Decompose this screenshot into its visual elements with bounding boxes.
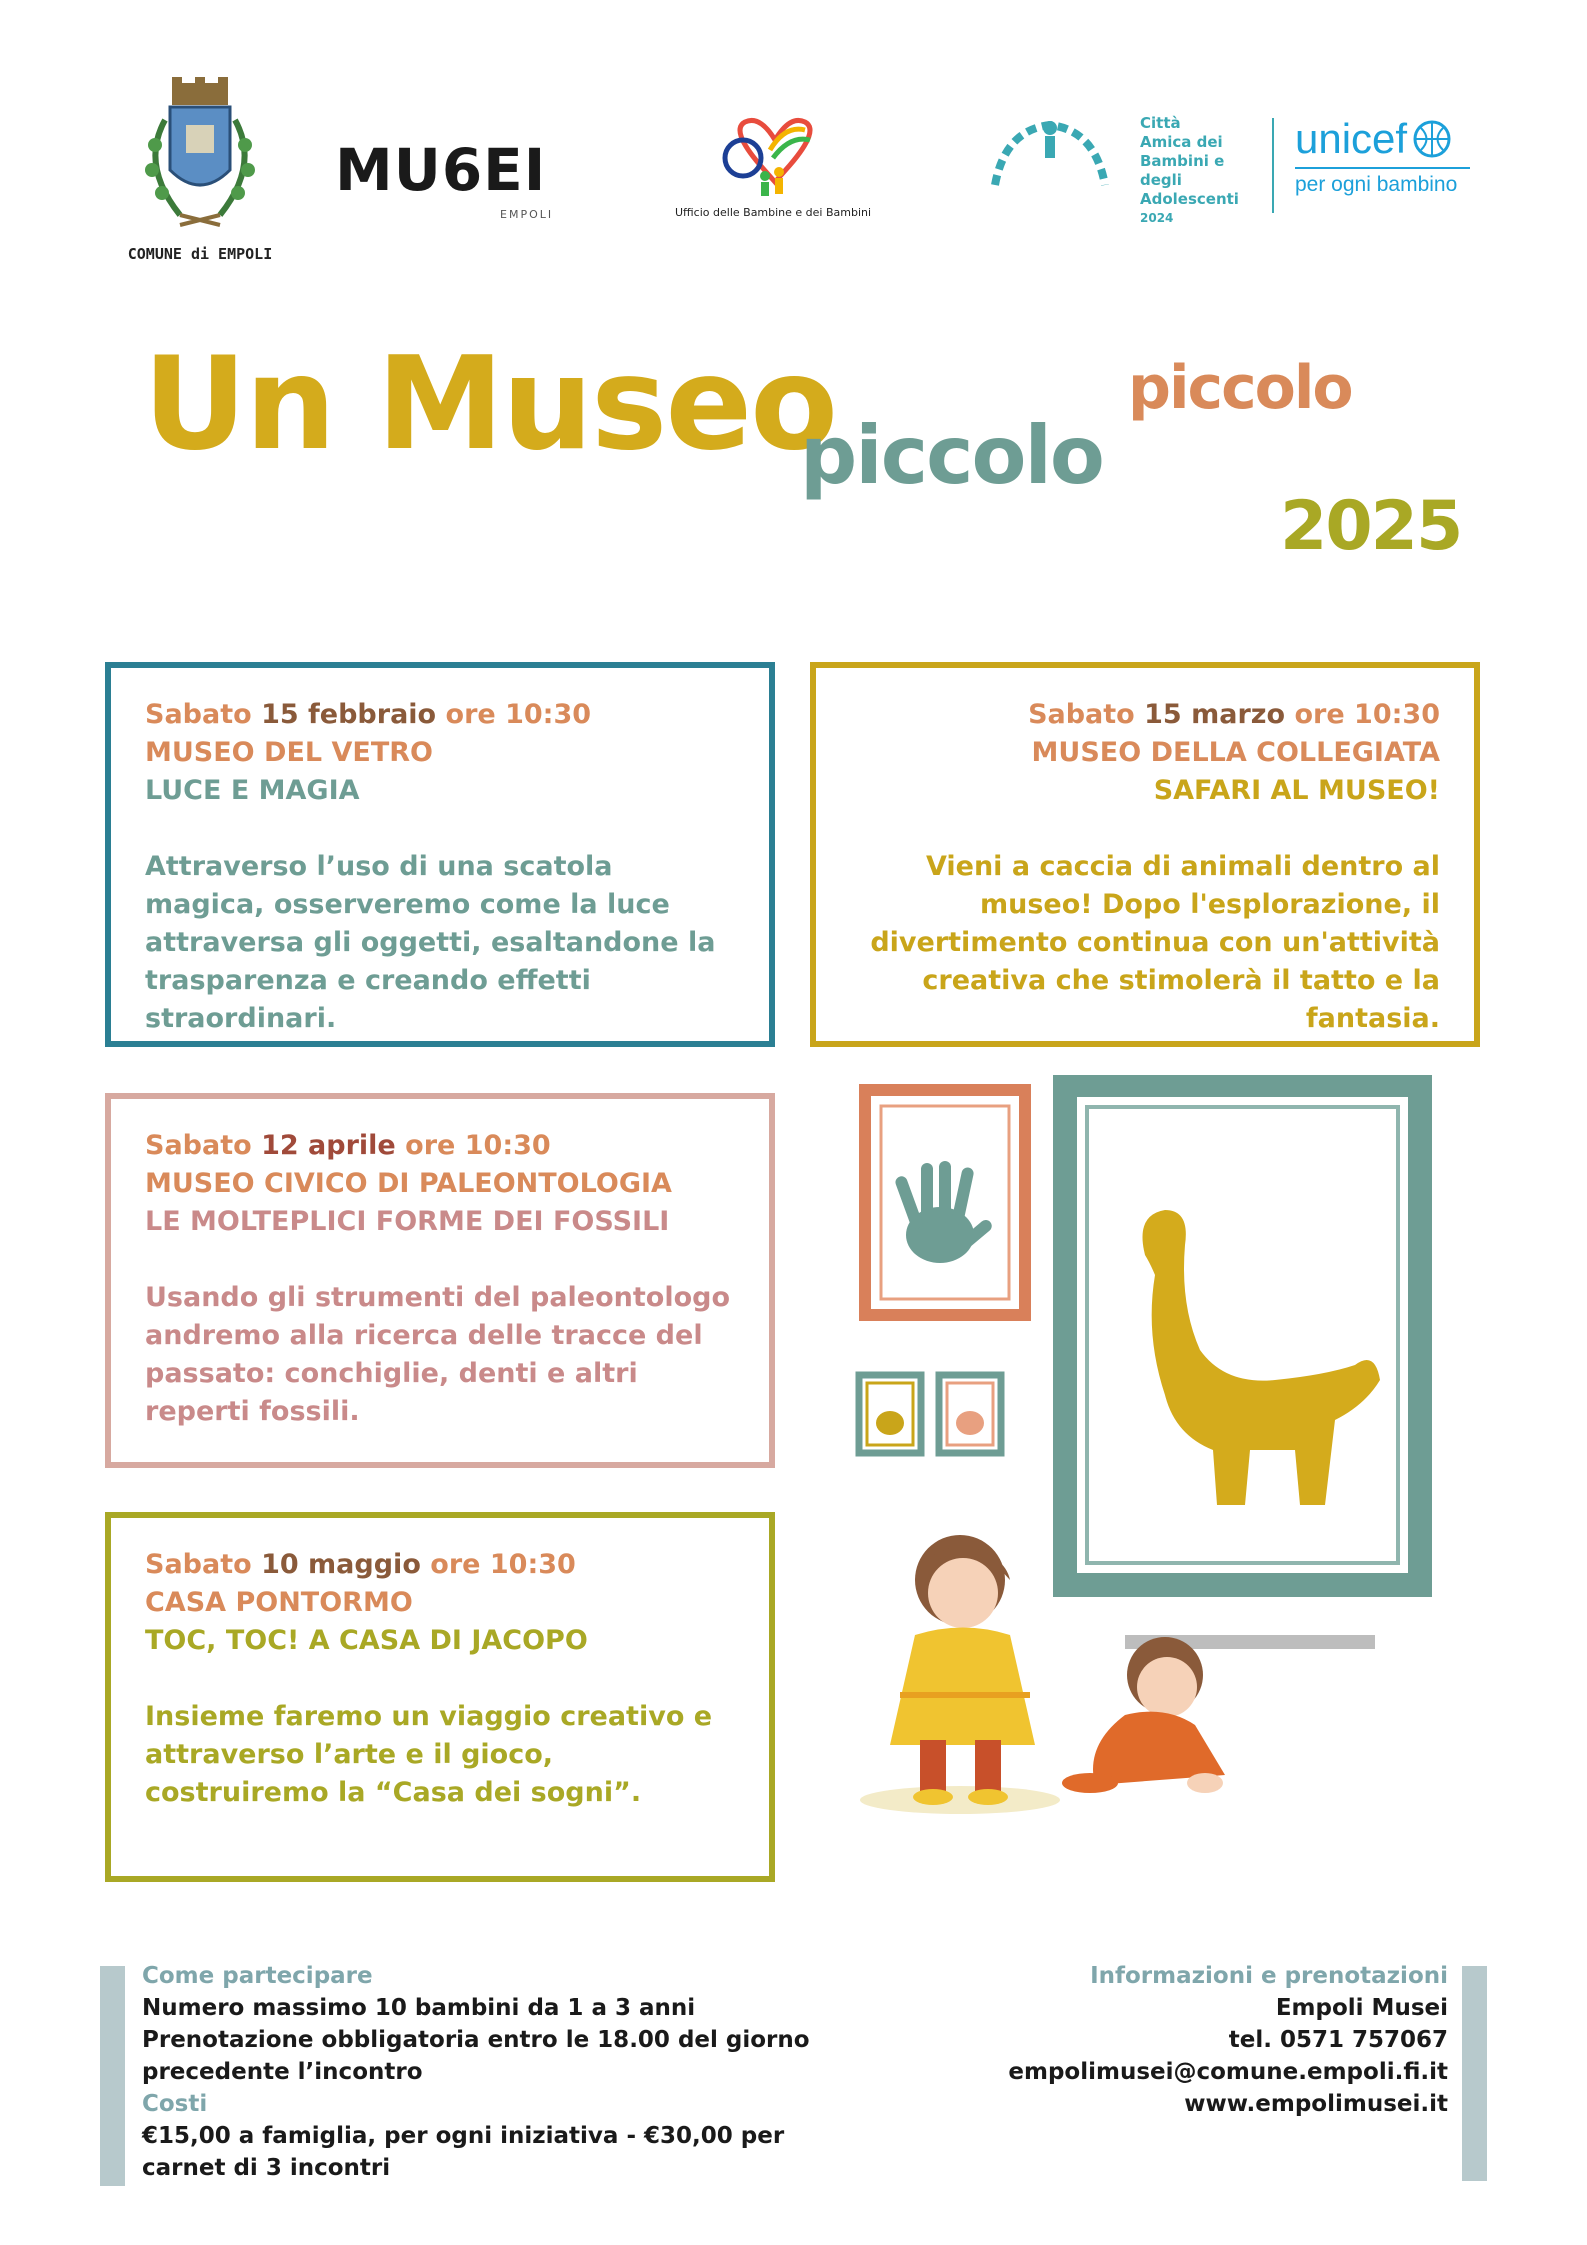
comune-logo xyxy=(120,75,280,270)
event-3-datetime xyxy=(145,1127,735,1165)
info-web[interactable]: www.empolimusei.it xyxy=(1184,2091,1448,2117)
info-email[interactable]: empolimusei@comune.empoli.fi.it xyxy=(1008,2059,1448,2085)
citta-line-5: 2024 xyxy=(1140,211,1174,225)
event-1-date: 15 febbraio xyxy=(261,699,437,730)
info-tel[interactable]: tel. 0571 757067 xyxy=(1228,2027,1448,2053)
event-2-time-label: ore xyxy=(1294,699,1345,730)
footer-right-bar xyxy=(1462,1966,1487,2181)
title-piccolo-2: piccolo xyxy=(1128,353,1352,423)
heart-rainbow-icon xyxy=(665,110,885,200)
musei-logo xyxy=(335,136,565,221)
page-title: Un Museo xyxy=(143,330,837,479)
event-3-time-label: ore xyxy=(405,1130,456,1161)
event-card-4 xyxy=(105,1512,775,1882)
comune-label: COMUNE di EMPOLI xyxy=(127,245,273,263)
event-3-description: Usando gli strumenti del paleontologo andremo alla ricerca delle tracce del passato: conchiglie, denti e altri reperti fossili. xyxy=(145,1282,731,1427)
event-2-date: 15 marzo xyxy=(1144,699,1286,730)
dinosaur-frames-illustration xyxy=(845,1075,1445,1835)
event-1-day: Sabato xyxy=(145,699,252,730)
event-1-time-label: ore xyxy=(445,699,496,730)
children-circle-icon xyxy=(985,110,1110,200)
logo-divider xyxy=(1272,118,1274,213)
event-1-title: LUCE E MAGIA xyxy=(145,775,360,806)
ufficio-label: Ufficio delle Bambine e dei Bambini xyxy=(675,206,872,219)
event-4-date: 10 maggio xyxy=(261,1549,421,1580)
musei-logo-sub: EMPOLI xyxy=(500,208,554,221)
event-1-time: 10:30 xyxy=(505,699,592,730)
event-1-museum: MUSEO DEL VETRO xyxy=(145,737,433,768)
event-3-title: LE MOLTEPLICI FORME DEI FOSSILI xyxy=(145,1206,670,1237)
info-org: Empoli Musei xyxy=(1275,1995,1448,2021)
unicef-logo xyxy=(1295,115,1495,215)
citta-line-1: Città xyxy=(1140,114,1181,132)
citta-line-4: Adolescenti xyxy=(1140,190,1239,208)
event-4-museum: CASA PONTORMO xyxy=(145,1587,413,1618)
event-2-datetime xyxy=(850,696,1440,734)
info-label: Informazioni e prenotazioni xyxy=(1090,1963,1448,1989)
participate-label: Come partecipare xyxy=(142,1963,373,1989)
footer-info xyxy=(1000,1960,1448,2120)
event-card-2 xyxy=(810,662,1480,1047)
citta-line-3: Bambini e degli xyxy=(1140,152,1225,189)
event-3-museum: MUSEO CIVICO DI PALEONTOLOGIA xyxy=(145,1168,672,1199)
footer-participate xyxy=(142,1960,862,2184)
participate-line-2: Prenotazione obbligatoria entro le 18.00 del giorno precedente l’incontro xyxy=(142,2027,810,2085)
event-4-time-label: ore xyxy=(430,1549,481,1580)
event-1-datetime xyxy=(145,696,735,734)
event-card-3 xyxy=(105,1093,775,1468)
footer-left-bar xyxy=(100,1966,125,2186)
coat-of-arms-icon xyxy=(120,75,280,235)
unicef-globe-icon xyxy=(1411,118,1453,160)
title-year: 2025 xyxy=(1280,487,1462,566)
costs-text: €15,00 a famiglia, per ogni iniziativa - €30,00 per carnet di 3 incontri xyxy=(142,2123,785,2181)
event-card-1 xyxy=(105,662,775,1047)
citta-line-2: Amica dei xyxy=(1140,133,1223,151)
costs-label: Costi xyxy=(142,2091,208,2117)
event-3-time: 10:30 xyxy=(464,1130,551,1161)
event-3-day: Sabato xyxy=(145,1130,252,1161)
ufficio-logo xyxy=(665,110,885,225)
event-4-title: TOC, TOC! A CASA DI JACOPO xyxy=(145,1625,588,1656)
museum-illustration xyxy=(845,1075,1445,1835)
event-4-datetime xyxy=(145,1546,735,1584)
participate-line-1: Numero massimo 10 bambini da 1 a 3 anni xyxy=(142,1995,696,2021)
event-4-day: Sabato xyxy=(145,1549,252,1580)
event-2-museum: MUSEO DELLA COLLEGIATA xyxy=(1031,737,1440,768)
unicef-logo-text: unicef xyxy=(1295,115,1408,162)
title-piccolo-1: piccolo xyxy=(800,409,1103,502)
event-1-description: Attraverso l’uso di una scatola magica, osserveremo come la luce attraversa gli oggetti, esaltandone la trasparenza e creando effetti straordinari. xyxy=(145,851,716,1034)
event-4-time: 10:30 xyxy=(489,1549,576,1580)
event-2-day: Sabato xyxy=(1028,699,1135,730)
event-2-time: 10:30 xyxy=(1354,699,1440,730)
event-3-date: 12 aprile xyxy=(261,1130,396,1161)
event-2-description: Vieni a caccia di animali dentro al museo! Dopo l'esplorazione, il divertimento continua con un'attività creativa che stimolerà il tatto e la fantasia. xyxy=(870,851,1440,1034)
unicef-underline xyxy=(1295,167,1470,169)
unicef-sub: per ogni bambino xyxy=(1295,173,1458,196)
event-2-title: SAFARI AL MUSEO! xyxy=(1153,775,1440,806)
citta-amica-logo xyxy=(985,110,1265,225)
event-4-description: Insieme faremo un viaggio creativo e attraverso l’arte e il gioco, costruiremo la “Casa dei sogni”. xyxy=(145,1701,713,1808)
musei-logo-text: MU6EI xyxy=(335,136,547,204)
